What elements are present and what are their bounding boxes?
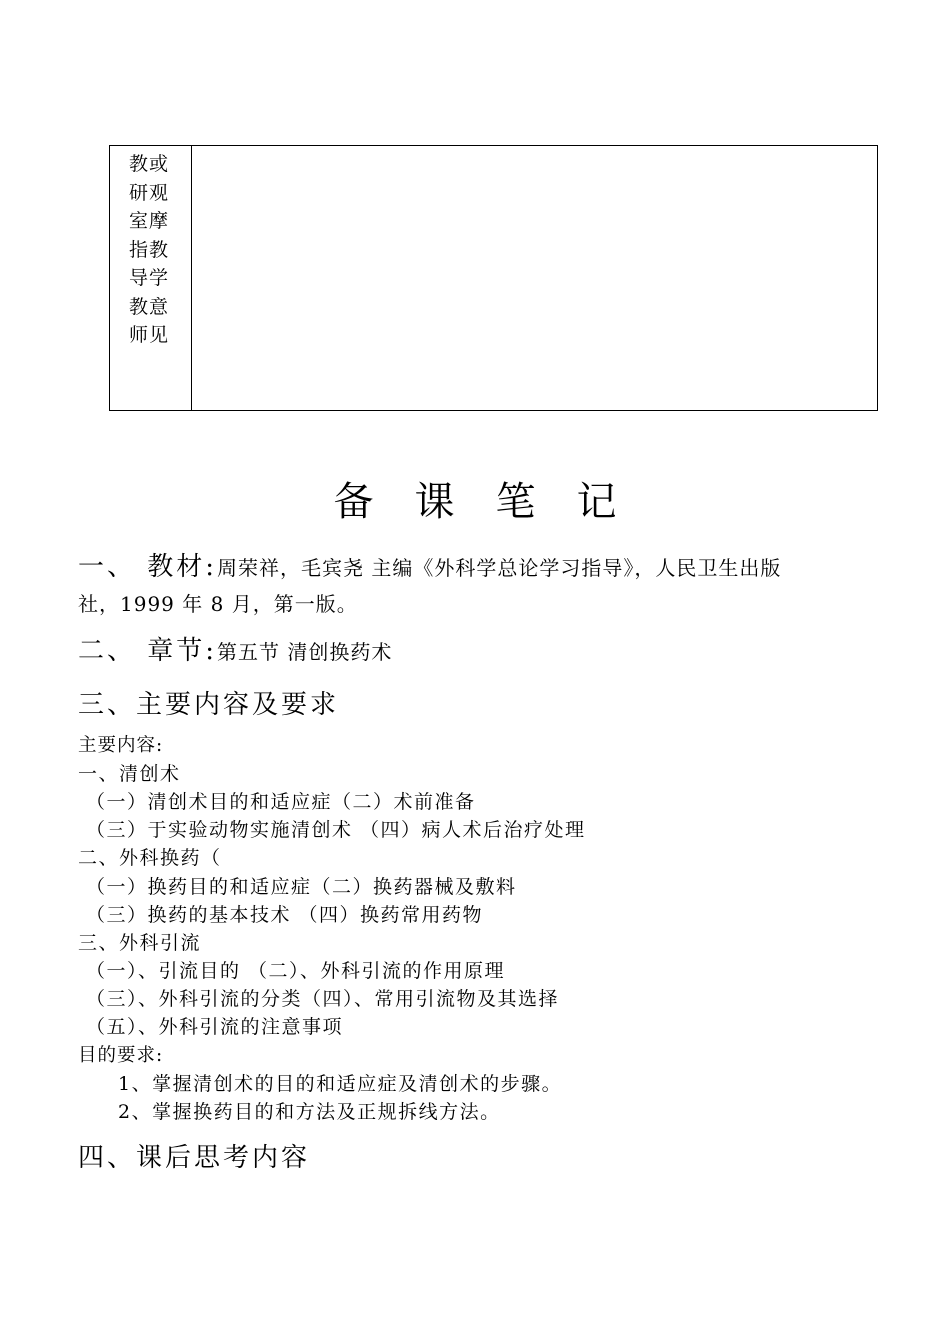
section-heading: 三、主要内容及要求: [78, 690, 340, 720]
section-text: 周荣祥，毛宾尧 主编《外科学总论学习指导》，人民卫生出版: [217, 556, 782, 580]
list-item: （三）、外科引流的分类（四）、常用引流物及其选择: [86, 988, 560, 1010]
review-label-lines: [129, 150, 169, 350]
review-content-cell: [192, 146, 877, 410]
review-label-line: 研观: [129, 181, 170, 204]
list-item: 二、外科换药（: [78, 847, 222, 869]
section-heading: 四、课后思考内容: [78, 1143, 311, 1173]
review-label-cell: [110, 146, 192, 410]
list-item: （一）清创术目的和适应症（二）术前准备: [86, 791, 476, 813]
list-item: （五）、外科引流的注意事项: [86, 1016, 344, 1038]
section-heading: 二、 章节:: [78, 636, 218, 666]
review-label-line: 室摩: [129, 210, 170, 232]
list-item: （三）于实验动物实施清创术 （四）病人术后治疗处理: [86, 819, 586, 841]
review-label-line: 指教: [129, 238, 170, 261]
section-text-continued: 社，1999 年 8 月，第一版。: [78, 592, 358, 616]
page-title: 备课笔记: [333, 479, 658, 525]
goal-label: 目的要求:: [78, 1045, 164, 1066]
review-label-line: 导学: [129, 267, 170, 289]
list-item: 一、清创术: [78, 763, 181, 785]
review-label-line: 师见: [129, 324, 170, 346]
section-textbook: [78, 546, 781, 583]
goal-item: 2、掌握换药目的和方法及正规拆线方法。: [118, 1101, 501, 1123]
list-item: （一）换药目的和适应症（二）换药器械及敷料: [86, 876, 517, 898]
review-label-line: 教意: [129, 295, 170, 318]
goal-item: 1、掌握清创术的目的和适应症及清创术的步骤。: [118, 1073, 563, 1095]
review-label-line: 教或: [129, 153, 170, 175]
section-heading: 一、 教材:: [78, 552, 218, 582]
section-chapter: [78, 630, 392, 667]
content-label: 主要内容:: [78, 735, 164, 756]
review-table: [109, 145, 878, 411]
list-item: 三、外科引流: [78, 932, 202, 954]
list-item: （一）、引流目的 （二）、外科引流的作用原理: [86, 960, 506, 982]
list-item: （三）换药的基本技术 （四）换药常用药物: [86, 904, 484, 926]
section-text: 第五节 清创换药术: [217, 640, 393, 664]
